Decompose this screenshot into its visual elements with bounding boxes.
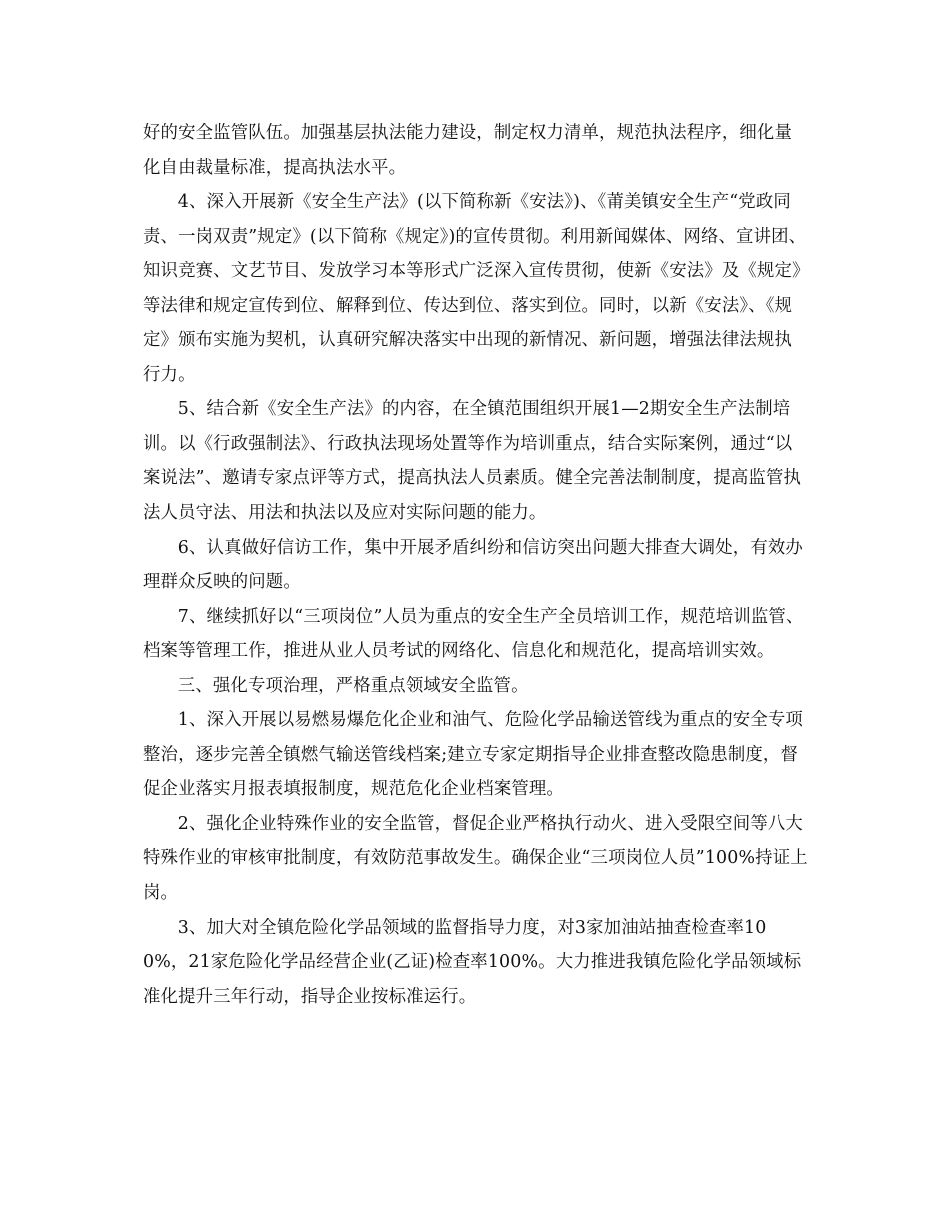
document-body: [143, 116, 809, 1014]
paragraph-3: 5、结合新《安全生产法》的内容，在全镇范围组织开展1—2期安全生产法制培训。以《行政强制法》、行政执法现场处置等作为培训重点，结合实际案例，通过“以案说法”、邀请专家点评等方式，提高执法人员素质。健全完善法制制度，提高监管执法人员守法、用法和执法以及应对实际问题的能力。: [143, 399, 802, 524]
paragraph-4: 6、认真做好信访工作，集中开展矛盾纠纷和信访突出问题大排查大调处，有效办理群众反映的问题。: [143, 537, 803, 593]
paragraph-7: 2、强化企业特殊作业的安全监管，督促企业严格执行动火、进入受限空间等八大特殊作业的审核审批制度，有效防范事故发生。确保企业“三项岗位人员”100%持证上岗。: [143, 813, 808, 904]
paragraph-6: 1、深入开展以易燃易爆危化企业和油气、危险化学品输送管线为重点的安全专项整治，逐步完善全镇燃气输送管线档案;建立专家定期指导企业排查整改隐患制度，督促企业落实月报表填报制度，规范危化企业档案管理。: [143, 710, 803, 800]
paragraph-2: 4、深入开展新《安全生产法》(以下简称新《安法》)、《莆美镇安全生产“党政同责、一岗双责”规定》(以下简称《规定》)的宣传贯彻。利用新闻媒体、网络、宣讲团、知识竞赛、文艺节目、发放学习本等形式广泛深入宣传贯彻，使新《安法》及《规定》等法律和规定宣传到位、解释到位、传达到位、落实到位。同时，以新《安法》、《规定》颁布实施为契机，认真研究解决落实中出现的新情况、新问题，增强法律法规执行力。: [143, 192, 807, 385]
section-heading-3: 三、强化专项治理，严格重点领域安全监管。: [177, 675, 529, 696]
paragraph-5: 7、继续抓好以“三项岗位”人员为重点的安全生产全员培训工作，规范培训监管、档案等管理工作，推进从业人员考试的网络化、信息化和规范化，提高培训实效。: [143, 606, 804, 662]
paragraph-1: 好的安全监管队伍。加强基层执法能力建设，制定权力清单，规范执法程序，细化量化自由裁量标准，提高执法水平。: [143, 123, 793, 178]
paragraph-8: 3、加大对全镇危险化学品领域的监督指导力度，对3家加油站抽查检查率100%，21家危险化学品经营企业(乙证)检查率100%。大力推进我镇危险化学品领域标准化提升三年行动，指导企业按标准运行。: [143, 917, 802, 1007]
